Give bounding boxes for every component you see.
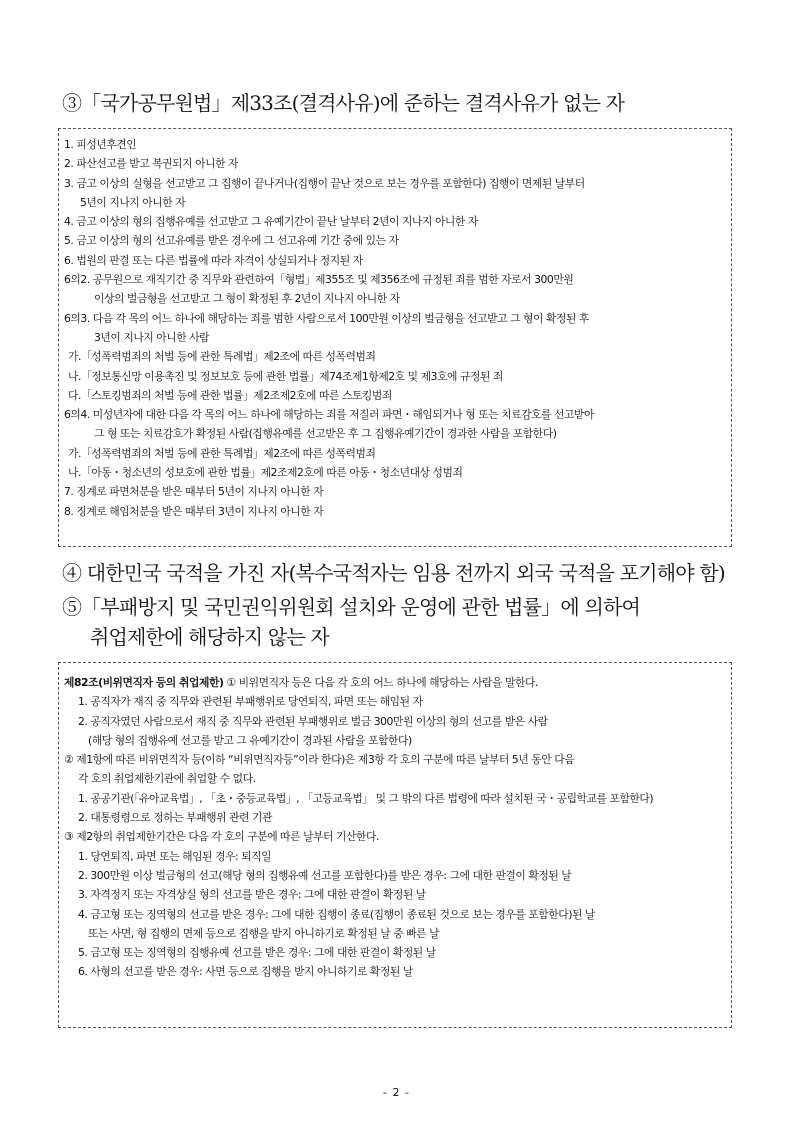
box-line: 5. 금고형 또는 징역형의 집행유예 선고를 받은 경우: 그에 대한 판결이 확정된 날 — [78, 946, 436, 960]
box-line: 이상의 벌금형을 선고받고 그 형이 확정된 후 2년이 지나지 아니한 자 — [94, 292, 400, 306]
box-line: 5년이 지나지 아니한 자 — [80, 195, 186, 209]
box-line: 나.「아동・청소년의 성보호에 관한 법률」제2조제2호에 따른 아동・청소년대상 성범죄 — [68, 466, 463, 480]
box-line: 2. 300만원 이상 벌금형의 선고(해당 형의 집행유예 선고를 포함한다)를 받은 경우: 그에 대한 판결이 확정된 날 — [78, 868, 572, 882]
heading-disqualification: ③「국가공무원법」제33조(결격사유)에 준하는 결격사유가 없는 자 — [62, 91, 625, 115]
box-line: 1. 공직자가 재직 중 직무와 관련된 부패행위로 당연퇴직, 파면 또는 해임된 자 — [78, 695, 423, 709]
box-line: 2. 파산선고를 받고 복권되지 아니한 자 — [64, 157, 239, 171]
box-line: 6. 법원의 판결 또는 다른 법률에 따라 자격이 상실되거나 정지된 자 — [64, 253, 363, 267]
box-line: ② 제1항에 따른 비위면직자 등(이하 “비위면직자등”이라 한다)은 제3항 각 호의 구분에 따른 날부터 5년 동안 다음 — [64, 753, 575, 767]
article-82-header — [64, 673, 727, 692]
box-line: 6의4. 미성년자에 대한 다음 각 목의 어느 하나에 해당하는 죄를 저질러 파면・해임되거나 형 또는 치료감호를 선고받아 — [64, 408, 594, 422]
box-line: 7. 징계로 파면처분을 받은 때부터 5년이 지나지 아니한 자 — [64, 485, 324, 499]
employment-restriction-box — [58, 662, 732, 1028]
box-line: 8. 징계로 해임처분을 받은 때부터 3년이 지나지 아니한 자 — [64, 504, 324, 518]
box-line: 5. 금고 이상의 형의 선고유예를 받은 경우에 그 선고유예 기간 중에 있는 자 — [64, 234, 399, 248]
box-line: 그 형 또는 치료감호가 확정된 사람(집행유예를 선고받은 후 그 집행유예기간이 경과한 사람을 포함한다) — [94, 427, 557, 441]
box-line: 1. 당연퇴직, 파면 또는 해임된 경우: 퇴직일 — [78, 849, 272, 863]
box-line: 3. 금고 이상의 실형을 선고받고 그 집행이 끝나거나(집행이 끝난 것으로 보는 경우를 포함한다) 집행이 면제된 날부터 — [64, 176, 585, 190]
heading-nationality: ④ 대한민국 국적을 가진 자(복수국적자는 임용 전까지 외국 국적을 포기해야 함) — [62, 561, 725, 585]
box-line: 1. 피성년후견인 — [64, 138, 137, 151]
heading-employment-restriction — [62, 592, 742, 652]
box-line: 2. 공직자였던 사람으로서 재직 중 직무와 관련된 부패행위로 벌금 300만원 이상의 형의 선고를 받은 사람 — [78, 714, 548, 728]
article-82-clause-1: ① 비위면직자 등은 다음 각 호의 어느 하나에 해당하는 사람을 말한다. — [223, 676, 538, 689]
box-line: (해당 형의 집행유예 선고를 받고 그 유예기간이 경과된 사람을 포함한다) — [88, 733, 412, 747]
box-line: 나.「정보통신망 이용촉진 및 정보보호 등에 관한 법률」제74조제1항제2호 및 제3호에 규정된 죄 — [68, 369, 503, 383]
page-number: - 2 - — [383, 1086, 410, 1099]
box-line: 각 호의 취업제한기관에 취업할 수 없다. — [78, 772, 256, 786]
disqualification-box — [58, 128, 732, 547]
box-line: 또는 사면, 형 집행의 면제 등으로 집행을 받지 아니하기로 확정된 날 중 빠른 날 — [88, 926, 440, 940]
box-line: 4. 금고 이상의 형의 집행유예를 선고받고 그 유예기간이 끝난 날부터 2년이 지나지 아니한 자 — [64, 215, 478, 229]
box-line: 2. 대통령령으로 정하는 부패행위 관련 기관 — [78, 811, 272, 825]
box-line: 3년이 지나지 아니한 사람 — [94, 330, 210, 344]
box-line: 가.「성폭력범죄의 처벌 등에 관한 특례법」제2조에 따른 성폭력범죄 — [68, 446, 376, 460]
box-line: 3. 자격정지 또는 자격상실 형의 선고를 받은 경우: 그에 대한 판결이 확정된 날 — [78, 888, 426, 902]
heading-line-1: ⑤「부패방지 및 국민권익위원회 설치와 운영에 관한 법률」에 의하여 — [62, 595, 641, 619]
heading-line-2: 취업제한에 해당하지 않는 자 — [90, 625, 329, 649]
box-line: 6의3. 다음 각 목의 어느 하나에 해당하는 죄를 범한 사람으로서 100만원 이상의 벌금형을 선고받고 그 형이 확정된 후 — [64, 311, 589, 325]
box-line: 다.「스토킹범죄의 처벌 등에 관한 법률」제2조제2호에 따른 스토킹범죄 — [68, 388, 392, 402]
box-line: 1. 공공기관(「유아교육법」, 「초・중등교육법」, 「고등교육법」 및 그 밖의 다른 법령에 따라 설치된 국・공립학교를 포함한다) — [78, 791, 654, 805]
box-line: 4. 금고형 또는 징역형의 선고를 받은 경우: 그에 대한 집행이 종료(집행이 종료된 것으로 보는 경우를 포함한다)된 날 — [78, 907, 595, 921]
box-line: ③ 제2항의 취업제한기간은 다음 각 호의 구분에 따른 날부터 기산한다. — [64, 830, 379, 844]
article-82-title: 제82조(비위면직자 등의 취업제한) — [64, 676, 224, 689]
box-line: 6. 사형의 선고를 받은 경우: 사면 등으로 집행을 받지 아니하기로 확정된 날 — [78, 965, 413, 979]
box-line: 가.「성폭력범죄의 처벌 등에 관한 특례법」제2조에 따른 성폭력범죄 — [68, 350, 376, 364]
box-line: 6의2. 공무원으로 재직기간 중 직무와 관련하여「형법」제355조 및 제356조에 규정된 죄를 범한 자로서 300만원 — [64, 273, 574, 287]
